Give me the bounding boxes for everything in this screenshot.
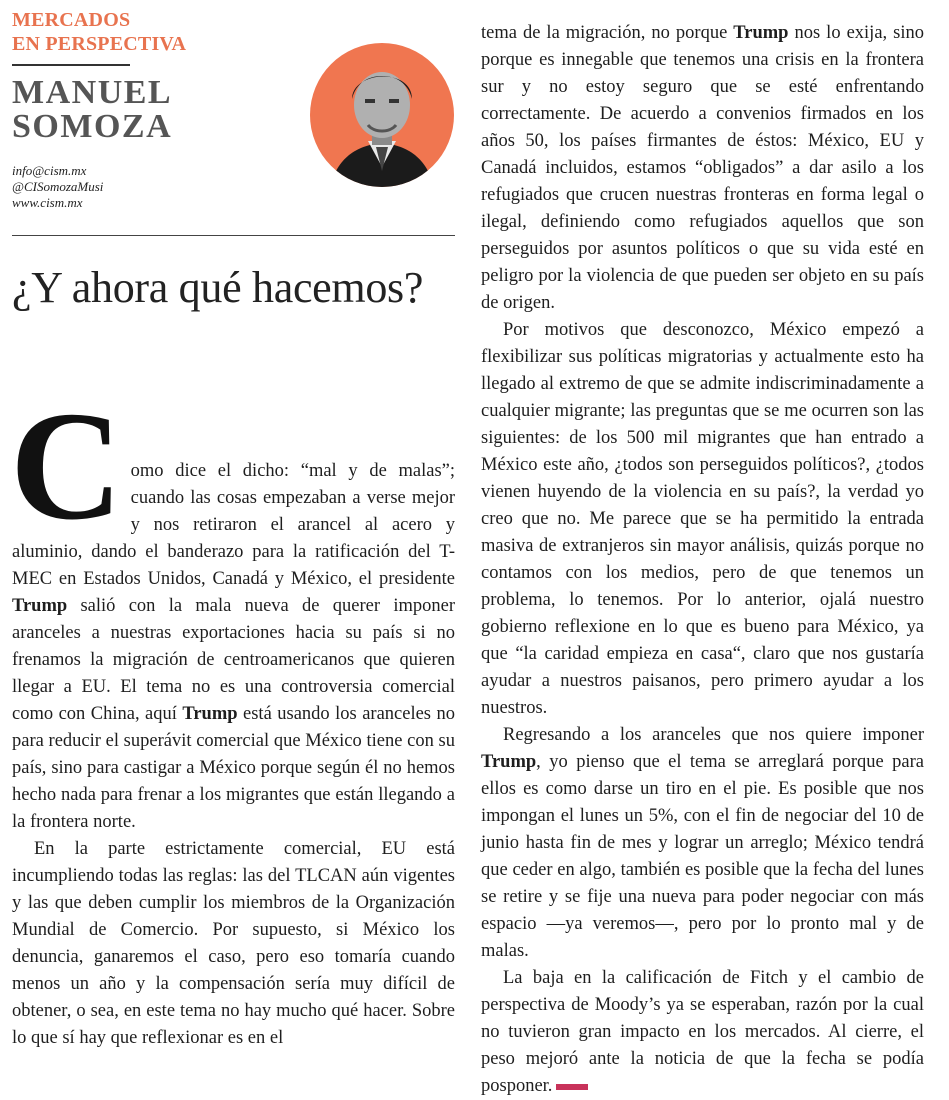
section-title: [12, 8, 232, 56]
paragraph: tema de la migración, no porque Trump nos lo exija, sino porque es innegable que tenemos una crisis en la frontera sur y no estoy seguro que se esté enfrentando correctamente. De acuerdo a convenios firmados en los años 50, los países firmantes de éstos: México, EU y Canadá incluidos, estamos “obligados” a dar asilo a los refugiados que crucen nuestras fronteras en forma legal o ilegal, definiendo como refugiados aquellos que son perseguidos por asuntos políticos o que su vida esté en peligro por la violencia de que pueden ser objeto en su país de origen.: [481, 23, 924, 313]
author-email[interactable]: info@cism.mx: [12, 163, 87, 178]
paragraph: La baja en la calificación de Fitch y el cambio de perspectiva de Moody’s ya se esperaban, razón por la cual no tuvieron gran impacto en los mercados. Al cierre, el peso mejoró ante la noticia de que la fecha se podía posponer.: [481, 968, 924, 1096]
end-mark: [556, 1084, 588, 1090]
paragraph: En la parte estrictamente comercial, EU está incumpliendo todas las reglas: las del TLCAN aún vigentes y las que deben cumplir los miembros de la Organización Mundial de Comercio. Por supuesto, si México los denuncia, ganaremos el caso, pero eso tomaría cuando menos un año y la compensación sería muy difícil de obtener, o sea, en este tema no hay mucho qué hacer. Sobre lo que sí hay que reflexionar es en el: [12, 839, 455, 1048]
emphasis: Trump: [12, 596, 68, 616]
emphasis: Trump: [481, 752, 537, 772]
author-photo: [310, 43, 454, 187]
section-title-line1: MERCADOS: [12, 9, 131, 31]
headline: ¿Y ahora qué hacemos?: [12, 263, 424, 312]
paragraph: Por motivos que desconozco, México empezó a flexibilizar sus políticas migratorias y actualmente esto ha llegado al extremo de que se admite indiscriminadamente a cualquier migrante; las preguntas que se me ocurren son las siguientes: de los 500 mil migrantes que han entrado a México este año, ¿todos son perseguidos políticos?, ¿todos vienen huyendo de la violencia en su país?, la verdad yo creo que no. Me parece que se ha permitido la entrada masiva de extranjeros sin mayor análisis, quizás porque no contamos con los medios, pero de que tenemos un problema, lo tenemos. Por lo anterior, ojalá nuestro gobierno reflexione en lo que es bueno para México, ya que “la caridad empieza en casa“, claro que nos gustaría ayudar a nuestros paisanos, pero primero ayudar a los nuestros.: [481, 320, 924, 718]
author-website[interactable]: www.cism.mx: [12, 195, 83, 210]
emphasis: Trump: [182, 704, 238, 724]
divider: [12, 235, 455, 236]
author-contacts: [12, 163, 103, 211]
article-column-2: [481, 20, 924, 1100]
divider: [12, 64, 130, 66]
drop-cap: C: [10, 379, 123, 552]
author-first-name: MANUEL: [12, 74, 173, 111]
author-name: [12, 76, 252, 144]
author-twitter[interactable]: @CISomozaMusi: [12, 179, 104, 194]
author-portrait-icon: [310, 43, 454, 187]
section-title-line2: EN PERSPECTIVA: [12, 33, 187, 55]
emphasis: Trump: [733, 23, 789, 43]
author-last-name: SOMOZA: [12, 108, 173, 145]
paragraph: Regresando a los aranceles que nos quiere imponer Trump, yo pienso que el tema se arreglará porque para ellos es como darse un tiro en el pie. Es posible que nos impongan el lunes un 5%, con el fin de negociar del 10 de junio hasta fin de mes y lograr un arreglo; México tendrá que ceder en algo, también es posible que la fecha del lunes se retire y se fije una nueva para poder negociar con más espacio —ya veremos—, pero por lo pronto mal y de malas.: [481, 725, 924, 961]
article-column-1: [10, 379, 455, 1052]
paragraph: Como dice el dicho: “mal y de malas”; cuando las cosas empezaban a verse mejor y nos retiraron el arancel al acero y aluminio, dando el banderazo para la ratificación del T-MEC en Estados Unidos, Canadá y México, el presidente Trump salió con la mala nueva de querer imponer aranceles a nuestras exportaciones hacia su país si no frenamos la migración de centroamericanos que quieren llegar a EU. El tema no es una controversia comercial como con China, aquí Trump está usando los aranceles no para reducir el superávit comercial que México tiene con su país, sino para castigar a México porque según él no hemos hecho nada para frenar a los migrantes que están llegando a la frontera norte.: [10, 379, 455, 832]
